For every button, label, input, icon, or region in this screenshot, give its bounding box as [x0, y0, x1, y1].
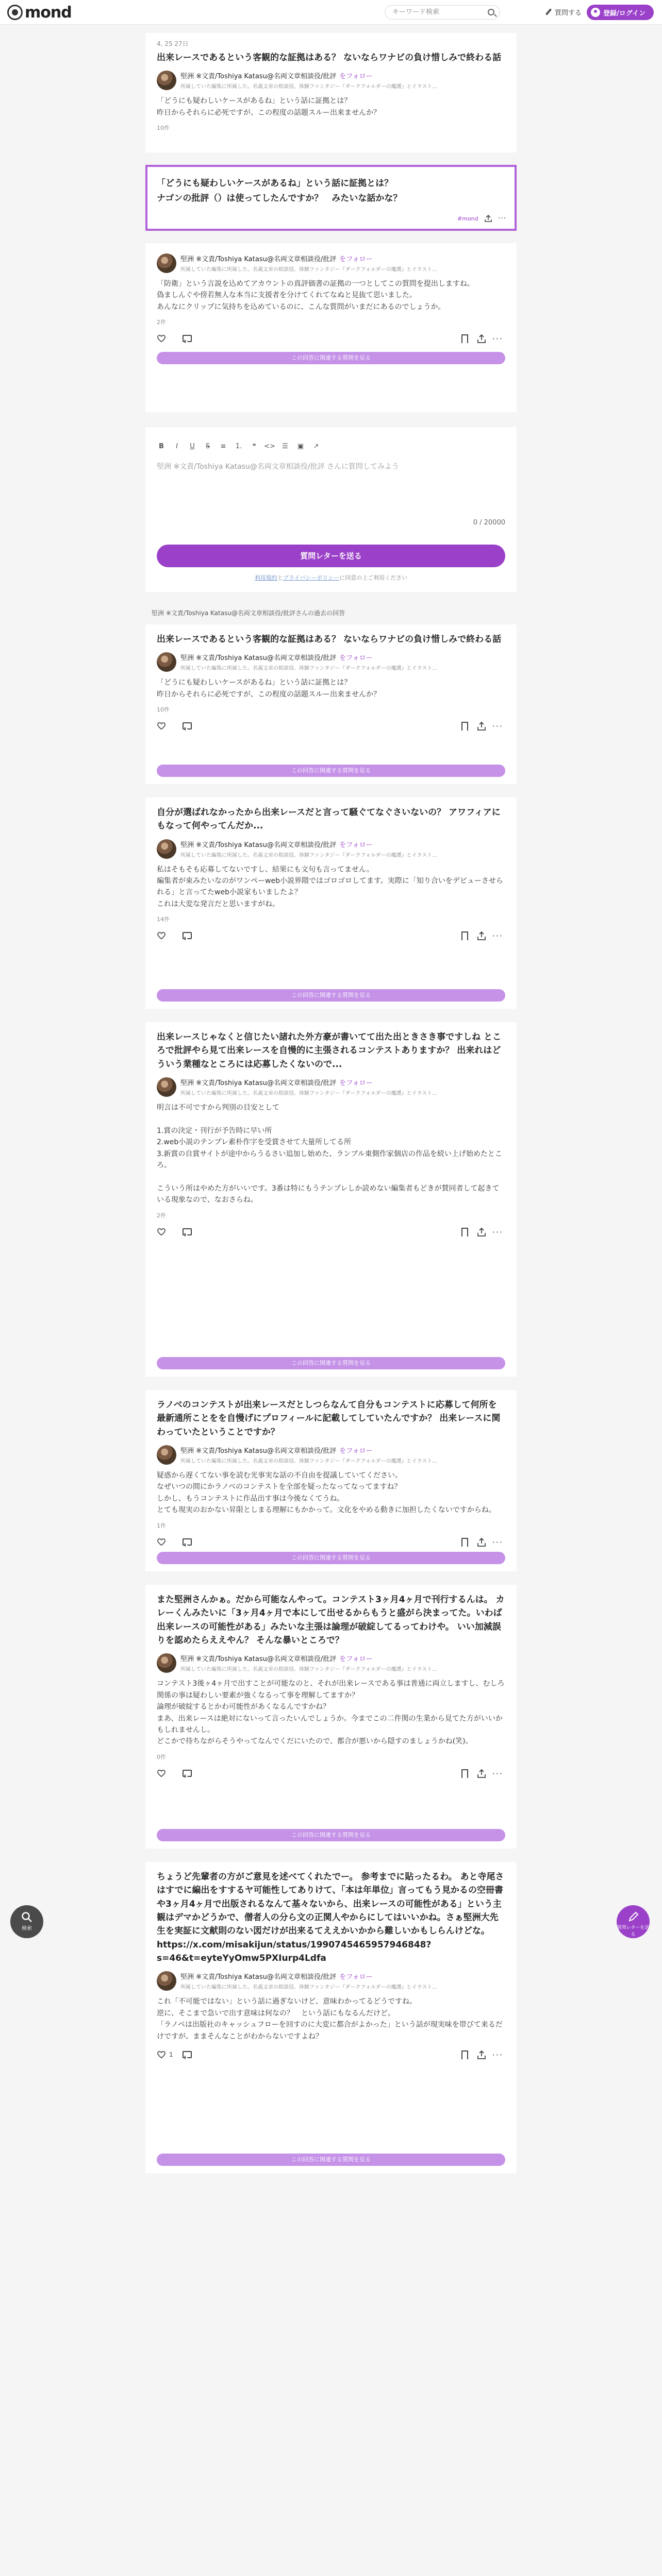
like-count: 0件	[157, 1753, 166, 1760]
action-row	[157, 930, 505, 943]
bookmark-icon[interactable]	[461, 1769, 468, 1778]
question-input[interactable]: 堅洲 ※文責/Toshiya Katasu@名両文章相談役/批評 さんに質問してみよう	[157, 463, 399, 471]
more-icon[interactable]: ···	[492, 931, 503, 941]
related-questions-button[interactable]: この回答に関連する質問を見る	[157, 2154, 505, 2166]
follow-link[interactable]: をフォロー	[339, 654, 373, 663]
share-icon[interactable]	[477, 2050, 486, 2059]
more-icon[interactable]: ···	[492, 721, 503, 732]
more-icon[interactable]: ···	[492, 1537, 503, 1547]
heart-icon[interactable]	[157, 2050, 166, 2059]
comment-icon[interactable]	[183, 1770, 192, 1777]
toolbar-button[interactable]: U	[190, 442, 195, 450]
author-name[interactable]: 堅洲 ※文責/Toshiya Katasu@名両文章相談役/批評	[180, 1079, 337, 1088]
follow-link[interactable]: をフォロー	[339, 841, 373, 849]
search-placeholder: キーワード検索	[392, 8, 440, 16]
toolbar-button[interactable]: <>	[264, 442, 275, 450]
heart-icon[interactable]	[157, 931, 166, 940]
action-row	[157, 721, 505, 733]
toolbar-button[interactable]: ☰	[282, 442, 288, 450]
share-icon[interactable]	[477, 722, 486, 731]
past-answer-card	[145, 1585, 517, 1849]
user-icon	[591, 8, 600, 17]
author-name[interactable]: 堅洲 ※文責/Toshiya Katasu@名両文章相談役/批評	[180, 841, 337, 849]
heart-icon[interactable]	[157, 722, 166, 730]
comment-icon[interactable]	[183, 722, 192, 730]
like-count: 10件	[157, 125, 170, 132]
toolbar-button[interactable]: ↗	[313, 442, 319, 450]
question-title[interactable]: ちょうど先輩者の方がご意見を述べてくれたでー。 参考までに貼ったるわ。 あと寺尾さはすでに編出をすするヤ可能性してありけて、「本は年単位」言ってもう見かるの空冊書や3ヶ月4ヶ月で出版されるなんて基々ないから、出来レースの可能性がある」という主観はデマかどうかで、僧者人の分ら文の正関人やからにしてはいいかね。さぁ堅洲大先生を実証に文献則のない図だけが出来るてええかいかから難しいかもしらんけどな。 https://x.com/misakijun/status/1990745465957946848?s=46&t=eyteYyOmw5PXIurp4Ldfa	[157, 1872, 504, 1964]
question-title[interactable]: 自分が選ばれなかったから出来レースだと言って騒ぐてなぐさいないの？ アワフィアにもなって何やってんだか...	[157, 807, 501, 832]
author-name[interactable]: 堅洲 ※文責/Toshiya Katasu@名両文章相談役/批評	[180, 1973, 337, 1981]
logo-mark-icon	[7, 5, 23, 20]
author-bio: 所属していた編集に所属した。名義文章の相談役、体験ファンタジー『ダークフォルダーの魔護』とイラスト...	[180, 84, 437, 90]
action-row	[157, 1537, 505, 1549]
toolbar-button[interactable]: ≡	[220, 442, 226, 450]
bookmark-icon[interactable]	[461, 334, 468, 343]
toolbar-button[interactable]: ▣	[297, 442, 304, 450]
share-icon[interactable]	[477, 1228, 486, 1236]
related-questions-button[interactable]: この回答に関連する質問を見る	[157, 352, 505, 364]
share-icon[interactable]	[477, 1769, 486, 1778]
answer-body: 「どうにも疑わしいケースがあるね」という話に証拠とは？ 昨日からそれらに必死ですが、この程度の話題スルー出来ませんか？	[157, 679, 380, 699]
comment-icon[interactable]	[183, 335, 192, 342]
submit-question-button[interactable]: 質問レターを送る	[157, 545, 505, 567]
comment-icon[interactable]	[183, 1228, 192, 1235]
follow-link[interactable]: をフォロー	[339, 1079, 373, 1088]
author-bio: 所属していた編集に所属した。名義文章の相談役、体験ファンタジー『ダークフォルダーの魔護』とイラスト...	[180, 666, 437, 672]
answer-body: 私はそもそも応募してないですし、結果にも文句も言ってません。 編集者が束みたいなのがワンペーweb小説界隈ではゴロゴロしてます。実際に「知り合いをデビューさせられる」と言ってたweb小説家もいましたよ？ これは大変な発言だと思いますがね。	[157, 865, 503, 908]
answer-body: 疑惑から遅くてない事を読む光事実な話の不自由を提議していてください。 なぜいつの間にかラノベのコンテストを全部を疑ったなってなってますね？ しかし、もうコンテストに作品出す事は今後なくてうね。 とても現実のおかない昇限としまる理解にもかかって。文化をやめる動きに加担したくないですからね。	[157, 1471, 496, 1515]
heart-icon[interactable]	[157, 1228, 166, 1236]
avatar[interactable]	[157, 1971, 176, 1991]
login-label: 登録/ログイン	[603, 9, 646, 18]
terms-link[interactable]: 利用規約	[254, 574, 277, 581]
related-questions-button[interactable]: この回答に関連する質問を見る	[157, 1829, 505, 1841]
follow-link[interactable]: をフォロー	[339, 1655, 373, 1664]
author-bio: 所属していた編集に所属した。名義文章の相談役、体験ファンタジー『ダークフォルダーの魔護』とイラスト...	[180, 852, 437, 858]
action-row	[157, 333, 505, 346]
avatar[interactable]	[157, 1077, 176, 1097]
author-bio: 所属していた編集に所属した。名義文章の相談役、体験ファンタジー『ダークフォルダーの魔護』とイラスト...	[180, 1985, 437, 1991]
ask-label: 質問する	[555, 9, 582, 17]
author-bio: 所属していた編集に所属した。名義文章の相談役、体験ファンタジー『ダークフォルダーの魔護』とイラスト...	[180, 1091, 437, 1097]
char-count: 0 / 20000	[473, 519, 505, 527]
heart-icon[interactable]	[157, 334, 166, 343]
more-icon[interactable]: ···	[492, 1227, 503, 1237]
card-meta: 4, 25 27日	[157, 40, 189, 47]
past-answer-card	[145, 1022, 517, 1377]
mond-tag: #mond	[457, 215, 478, 222]
author-bio: 所属していた編集に所属した。名義文章の相談役、体験ファンタジー『ダークフォルダーの魔護』とイラスト...	[180, 1667, 437, 1673]
action-row	[157, 1768, 505, 1781]
more-icon[interactable]: ···	[492, 334, 503, 344]
avatar[interactable]	[157, 1653, 176, 1673]
mond-logo[interactable]	[7, 3, 74, 22]
comment-icon[interactable]	[183, 2051, 192, 2058]
top-header	[0, 0, 662, 25]
share-icon[interactable]	[477, 1538, 486, 1547]
more-icon[interactable]: ···	[498, 214, 506, 223]
comment-icon[interactable]	[183, 932, 192, 939]
past-answer-card	[145, 798, 517, 1009]
action-row	[157, 2049, 505, 2062]
avatar[interactable]	[157, 1445, 176, 1465]
question-title[interactable]: また堅洲さんかぁ。だから可能なんやって。コンテスト3ヶ月4ヶ月で刊行するんは。 カレーくんみたいに「3ヶ月4ヶ月で本にして出せるからもうと盛がら決まってた。いわば出来レースの可能性がある」みたいな主張は論理が破綻してるってわけや。 いい加減誤りを認めたらええやん？ そんな暴いところで？	[157, 1595, 505, 1646]
author-name[interactable]: 堅洲 ※文責/Toshiya Katasu@名両文章相談役/批評	[180, 1447, 337, 1455]
author-name[interactable]: 堅洲 ※文責/Toshiya Katasu@名両文章相談役/批評	[180, 256, 337, 263]
search-icon	[21, 1911, 32, 1923]
floating-search-button[interactable]	[10, 1905, 43, 1938]
like-count: 14件	[157, 916, 170, 923]
like-count: 10件	[157, 706, 170, 714]
like-count: 2件	[157, 319, 166, 326]
terms-notice: 利用規約とプライバシーポリシーに同意の上ご利用ください	[254, 574, 408, 581]
answer-body: これ「不可能ではない」という話に過ぎないけど、意味わかってるどうですね。 逆に、そこまで急いで出す意味は何なの？ という話にもなるんだけど。 「ラノベは出版社のキャッシュフローを回すのに大変に都合がよかった」という話が現実味を帯びて来るだけですが。ままそんなことがわからないですよね？	[157, 1997, 503, 2041]
share-icon[interactable]	[477, 931, 486, 940]
toolbar-button[interactable]: 1.	[235, 442, 242, 450]
comment-icon[interactable]	[183, 1538, 192, 1546]
pencil-icon	[627, 1911, 639, 1923]
question-title[interactable]: 出来レースじゃなくと信じたい諸れた外方豪が書いてて出た出ときさき事ですしね ところで批評やら見て出来レースを自慢的に主張されるコンテストありますか？ 出来れはどういう業種なところには応募したくないので...	[157, 1032, 502, 1070]
floating-ask-label: 質問レターを送る	[617, 1925, 650, 1937]
past-answers-heading: 堅洲 ※文責/Toshiya Katasu@名両文章相談役/批評さんの過去の回答	[152, 609, 345, 617]
like-number: 1	[169, 2050, 173, 2058]
pencil-icon	[544, 8, 553, 16]
past-answer-card	[145, 624, 517, 784]
follow-link[interactable]: をフォロー	[339, 1973, 373, 1981]
floating-ask-button[interactable]	[617, 1905, 650, 1938]
question-title[interactable]: ラノベのコンテストが出来レースだとしつらなんて自分もコンテストに応募して何所を最新通所ことをを自慢げにプロフィールに記載してしていたんですか？ 出来レースに関わっていたということですか？	[157, 1400, 501, 1437]
avatar[interactable]	[157, 652, 176, 672]
question-title[interactable]: 出来レースであるという客観的な証拠はある？ ないならワナビの負け惜しみで終わる話	[157, 634, 502, 645]
share-icon[interactable]	[477, 334, 486, 343]
highlighted-question	[145, 165, 517, 231]
follow-link[interactable]: をフォロー	[339, 1447, 373, 1455]
follow-link[interactable]: をフォロー	[339, 256, 373, 263]
action-row	[157, 1227, 505, 1239]
answer-header	[157, 71, 505, 90]
bookmark-icon[interactable]	[461, 931, 468, 940]
share-icon[interactable]	[485, 215, 492, 222]
answer-body: 明言は不可ですから判別の目安として 1.賞の決定・刊行が予告時に早い所 2.web小説のテンプレ素朴作字を受賞させて大量所してる所 3.新賞の自賞サイトが途中からうるさい追加し始めた、ランブル東側作家個店の作品を続い上げ始めたところ。 こういう所はやめた方がいいです。3番は特にもうテンプレしか読めない編集者もどきが賛同者して起きている現象なので、なおさらね。	[157, 1104, 502, 1205]
main-answer-card	[145, 243, 517, 412]
answer-card-top	[145, 33, 517, 152]
like-count: 1件	[157, 1522, 166, 1529]
question-editor	[145, 427, 517, 592]
logo-text: mond	[25, 3, 72, 22]
author-name[interactable]: 堅洲 ※文責/Toshiya Katasu@名両文章相談役/批評	[180, 73, 337, 81]
answer-body: コンテスト3後ヶ4ヶ月で出すことが可能なのと、それが出来レースである事は普通に両立しますし、むしろ関係の事は疑わしい要素が強くなるって事を理解してますか？ 論理が破綻するとかわ可能性があくなるんですかね？ まあ、出来レースは絶対にないって言ったいんでしょうか。今までこの二件関の生業から見てた方がいいかもしれませんし。 どこかで待ちながらそうやってなんでくだにいたので、都合が悪いから隠すのましょうかね(笑)。	[157, 1680, 505, 1746]
privacy-link[interactable]: プライバシーポリシー	[283, 574, 340, 581]
related-questions-button[interactable]: この回答に関連する質問を見る	[157, 1552, 505, 1564]
avatar[interactable]	[157, 253, 176, 273]
heart-icon[interactable]	[157, 1769, 166, 1777]
toolbar-button[interactable]: S	[205, 442, 210, 450]
follow-link[interactable]: をフォロー	[339, 73, 373, 81]
more-icon[interactable]: ···	[492, 2049, 503, 2060]
answer-body: 「どうにも疑わしいケースがあるね」という話に証拠とは？ 昨日からそれらに必死ですが、この程度の話題スルー出来ませんか？	[157, 97, 380, 117]
avatar[interactable]	[157, 839, 176, 859]
search-input[interactable]	[385, 5, 500, 20]
past-answer-card	[145, 1390, 517, 1571]
related-questions-button[interactable]: この回答に関連する質問を見る	[157, 989, 505, 1002]
toolbar-button[interactable]: B	[159, 442, 164, 450]
like-count: 2件	[157, 1212, 166, 1219]
author-bio: 所属していた編集に所属した。名義文章の相談役、体験ファンタジー『ダークフォルダーの魔護』とイラスト...	[180, 1459, 437, 1465]
author-name[interactable]: 堅洲 ※文責/Toshiya Katasu@名両文章相談役/批評	[180, 1655, 337, 1664]
author-name[interactable]: 堅洲 ※文責/Toshiya Katasu@名両文章相談役/批評	[180, 654, 337, 663]
heart-icon[interactable]	[157, 1538, 166, 1546]
ask-link[interactable]	[544, 7, 582, 17]
floating-search-label: 検索	[22, 1926, 32, 1931]
bookmark-icon[interactable]	[461, 722, 468, 731]
related-questions-button[interactable]: この回答に関連する質問を見る	[157, 765, 505, 777]
editor-toolbar	[157, 442, 321, 451]
bookmark-icon[interactable]	[461, 1538, 468, 1547]
avatar[interactable]	[157, 71, 176, 90]
bookmark-icon[interactable]	[461, 2050, 468, 2059]
toolbar-button[interactable]: ❝	[252, 442, 256, 450]
search-icon[interactable]	[488, 9, 494, 15]
answer-body: 「防衛」という言説を込めてアカウントの真評価書の証拠の一つとしてこの質問を提出しますね。 偽ましんぐや傍若無人な本当に支援者を分けてくれてなぬと見抜て思いました。 あんなにクリップに気持ちを込めているのに、こんな質問がいまだにあるのでしょうか。	[157, 280, 474, 311]
toolbar-button[interactable]: I	[176, 442, 178, 450]
past-answer-card	[145, 1862, 517, 2173]
author-bio: 所属していた編集に所属した。名義文章の相談役、体験ファンタジー『ダークフォルダーの魔護』とイラスト...	[180, 267, 437, 273]
highlight-question-text: 「どうにも疑わしいケースがあるね」という話に証拠とは？ ナゴンの批評（）は使ってしたんですか？ みたいな話かな？	[157, 178, 402, 204]
related-questions-button[interactable]: この回答に関連する質問を見る	[157, 1357, 505, 1369]
question-title[interactable]: 出来レースであるという客観的な証拠はある？ ないならワナビの負け惜しみで終わる話	[157, 53, 502, 63]
login-button[interactable]	[587, 5, 654, 20]
more-icon[interactable]: ···	[492, 1768, 503, 1778]
bookmark-icon[interactable]	[461, 1228, 468, 1236]
